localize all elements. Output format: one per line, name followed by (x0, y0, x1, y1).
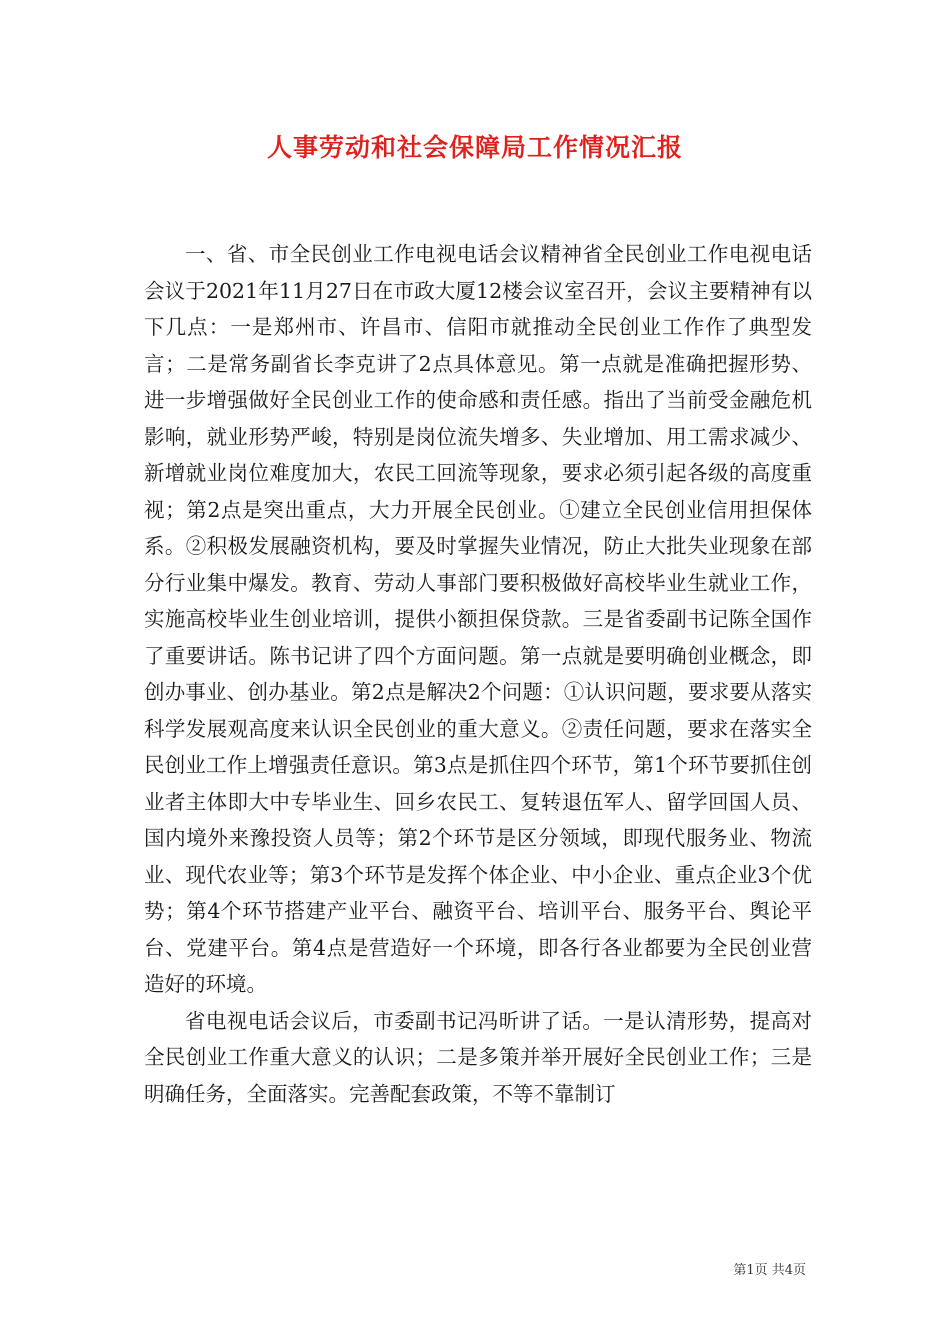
document-title: 人事劳动和社会保障局工作情况汇报 (266, 133, 683, 162)
page-number: 第1页 共4页 (733, 1263, 806, 1278)
document-body (144, 236, 812, 1112)
paragraph-2: 省电视电话会议后，市委副书记冯昕讲了话。一是认清形势，提高对全民创业工作重大意义的认识；二是多策并举开展好全民创业工作；三是明确任务，全面落实。完善配套政策，不等不靠制订 (144, 1008, 812, 1106)
paragraph-1: 一、省、市全民创业工作电视电话会议精神省全民创业工作电视电话会议于2021年11月27日在市政大厦12楼会议室召开，会议主要精神有以下几点：一是郑州市、许昌市、信阳市就推动全民创业工作作了典型发言；二是常务副省长李克讲了2点具体意见。第一点就是准确把握形势、进一步增强做好全民创业工作的使命感和责任感。指出了当前受金融危机影响，就业形势严峻，特别是岗位流失增多、失业增加、用工需求减少、新增就业岗位难度加大，农民工回流等现象，要求必须引起各级的高度重视；第2点是突出重点，大力开展全民创业。①建立全民创业信用担保体系。②积极发展融资机构，要及时掌握失业情况，防止大批失业现象在部分行业集中爆发。教育、劳动人事部门要积极做好高校毕业生就业工作，实施高校毕业生创业培训，提供小额担保贷款。三是省委副书记陈全国作了重要讲话。陈书记讲了四个方面问题。第一点就是要明确创业概念，即创办事业、创办基业。第2点是解决2个问题：①认识问题，要求要从落实科学发展观高度来认识全民创业的重大意义。②责任问题，要求在落实全民创业工作上增强责任意识。第3点是抓住四个环节，第1个环节要抓住创业者主体即大中专毕业生、回乡农民工、复转退伍军人、留学回国人员、国内境外来豫投资人员等；第2个环节是区分领域，即现代服务业、物流业、现代农业等；第3个环节是发挥个体企业、中小企业、重点企业3个优势；第4个环节搭建产业平台、融资平台、培训平台、服务平台、舆论平台、党建平台。第4点是营造好一个环境，即各行各业都要为全民创业营造好的环境。 (144, 242, 812, 996)
